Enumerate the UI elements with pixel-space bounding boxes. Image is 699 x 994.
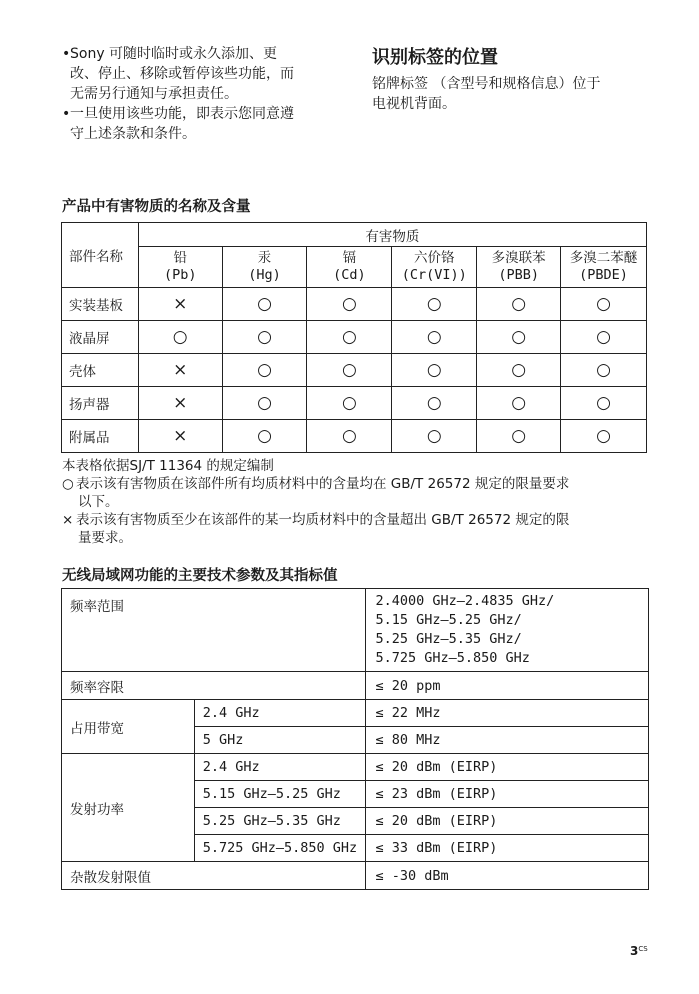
wireless-section-title: 无线局域网功能的主要技术参数及其指标值 <box>62 568 338 584</box>
band-cell: 5.725 GHz–5.850 GHz <box>194 835 366 862</box>
header-substance-group: 有害物质 <box>138 223 646 247</box>
table-row <box>62 321 647 354</box>
circle-mark-cell: ○ <box>307 321 392 354</box>
cross-mark-cell: × <box>138 354 222 387</box>
bullet-line: Sony 可随时临时或永久添加、更 <box>70 46 278 62</box>
page-lang-code: CS <box>638 945 648 953</box>
cross-mark-cell: × <box>138 387 222 420</box>
bullet-line: 改、停止、移除或暂停该些功能，而 <box>70 66 294 82</box>
circle-mark-cell: ○ <box>561 288 647 321</box>
circle-mark-icon: ○ <box>62 476 74 492</box>
substance-header: 铅 (Pb) <box>138 247 222 288</box>
circle-mark-cell: ○ <box>392 321 477 354</box>
spurious-label: 杂散发射限值 <box>62 862 366 890</box>
table-row <box>62 420 647 453</box>
note-basis: 本表格依据SJ/T 11364 的规定编制 <box>62 458 274 474</box>
table-row <box>62 387 647 420</box>
circle-mark-cell: ○ <box>222 387 307 420</box>
terms-bullets <box>62 44 352 144</box>
label-location-title: 识别标签的位置 <box>372 47 498 68</box>
circle-mark-cell: ○ <box>392 420 477 453</box>
circle-mark-cell: ○ <box>392 288 477 321</box>
part-name-cell: 液晶屏 <box>62 321 139 354</box>
freq-range-label: 频率范围 <box>62 589 366 672</box>
band-cell: 5.25 GHz–5.35 GHz <box>194 808 366 835</box>
terms-bullet <box>62 44 352 104</box>
cross-mark-icon: × <box>62 512 74 528</box>
table-row <box>62 754 649 781</box>
part-name-cell: 附属品 <box>62 420 139 453</box>
bullet-line: 守上述条款和条件。 <box>70 126 196 142</box>
table-row <box>62 354 647 387</box>
cross-mark-cell: × <box>138 288 222 321</box>
bandwidth-value: ≤ 22 MHz <box>366 700 649 727</box>
circle-mark-cell: ○ <box>307 288 392 321</box>
wireless-table <box>61 588 649 890</box>
substance-header: 多溴联苯 (PBB) <box>477 247 561 288</box>
circle-mark-cell: ○ <box>307 354 392 387</box>
circle-mark-cell: ○ <box>307 387 392 420</box>
circle-mark-cell: ○ <box>307 420 392 453</box>
band-cell: 2.4 GHz <box>194 754 366 781</box>
circle-mark-cell: ○ <box>222 354 307 387</box>
hazard-section-title: 产品中有害物质的名称及含量 <box>62 199 251 215</box>
circle-mark-cell: ○ <box>222 321 307 354</box>
circle-mark-cell: ○ <box>392 387 477 420</box>
freq-tolerance-value: ≤ 20 ppm <box>366 672 649 700</box>
terms-bullet <box>62 104 352 144</box>
circle-mark-cell: ○ <box>222 420 307 453</box>
header-part-name: 部件名称 <box>62 223 139 288</box>
bandwidth-value: ≤ 80 MHz <box>366 727 649 754</box>
table-row <box>62 672 649 700</box>
circle-mark-cell: ○ <box>477 354 561 387</box>
circle-mark-cell: ○ <box>477 387 561 420</box>
bullet-line: 无需另行通知与承担责任。 <box>70 86 238 102</box>
label-location-section <box>372 46 662 114</box>
circle-mark-cell: ○ <box>138 321 222 354</box>
bullet-icon: • <box>62 106 71 122</box>
power-label: 发射功率 <box>62 754 195 862</box>
circle-mark-cell: ○ <box>561 420 647 453</box>
substance-header: 六价铬 (Cr(VI)) <box>392 247 477 288</box>
freq-tolerance-label: 频率容限 <box>62 672 366 700</box>
substance-header: 多溴二苯醚 (PBDE) <box>561 247 647 288</box>
bandwidth-label: 占用带宽 <box>62 700 195 754</box>
band-cell: 5.15 GHz–5.25 GHz <box>194 781 366 808</box>
label-location-text: 铭牌标签 （含型号和规格信息）位于 电视机背面。 <box>372 76 601 112</box>
circle-mark-cell: ○ <box>477 288 561 321</box>
table-row <box>62 589 649 672</box>
substance-header: 汞 (Hg) <box>222 247 307 288</box>
power-value: ≤ 20 dBm (EIRP) <box>366 808 649 835</box>
circle-mark-cell: ○ <box>561 321 647 354</box>
note-cross: × 表示该有害物质至少在该部件的某一均质材料中的含量超出 GB/T 26572 规定的限 量要求。 <box>62 512 570 546</box>
hazard-table <box>61 222 647 453</box>
bullet-line: 一旦使用该些功能，即表示您同意遵 <box>70 106 294 122</box>
substance-header: 镉 (Cd) <box>307 247 392 288</box>
table-row <box>62 288 647 321</box>
hazard-table-body <box>62 288 647 453</box>
part-name-cell: 壳体 <box>62 354 139 387</box>
circle-mark-cell: ○ <box>561 354 647 387</box>
circle-mark-cell: ○ <box>561 387 647 420</box>
spurious-value: ≤ -30 dBm <box>366 862 649 890</box>
circle-mark-cell: ○ <box>477 321 561 354</box>
hazard-notes <box>62 457 652 547</box>
bullet-icon: • <box>62 46 71 62</box>
table-subheader-row <box>62 247 647 288</box>
power-value: ≤ 20 dBm (EIRP) <box>366 754 649 781</box>
circle-mark-cell: ○ <box>392 354 477 387</box>
page-number: $3^{CS}$ <box>630 944 648 958</box>
power-value: ≤ 23 dBm (EIRP) <box>366 781 649 808</box>
cross-mark-cell: × <box>138 420 222 453</box>
part-name-cell: 扬声器 <box>62 387 139 420</box>
freq-range-value: 2.4000 GHz–2.4835 GHz/ 5.15 GHz–5.25 GHz/ 5.25 GHz–5.35 GHz/ 5.725 GHz–5.850 GHz <box>366 589 649 672</box>
power-value: ≤ 33 dBm (EIRP) <box>366 835 649 862</box>
band-cell: 5 GHz <box>194 727 366 754</box>
table-row <box>62 700 649 727</box>
table-row <box>62 862 649 890</box>
part-name-cell: 实装基板 <box>62 288 139 321</box>
band-cell: 2.4 GHz <box>194 700 366 727</box>
circle-mark-cell: ○ <box>477 420 561 453</box>
circle-mark-cell: ○ <box>222 288 307 321</box>
note-circle: ○ 表示该有害物质在该部件所有均质材料中的含量均在 GB/T 26572 规定的限量要求 以下。 <box>62 476 570 510</box>
table-header-row <box>62 223 647 247</box>
